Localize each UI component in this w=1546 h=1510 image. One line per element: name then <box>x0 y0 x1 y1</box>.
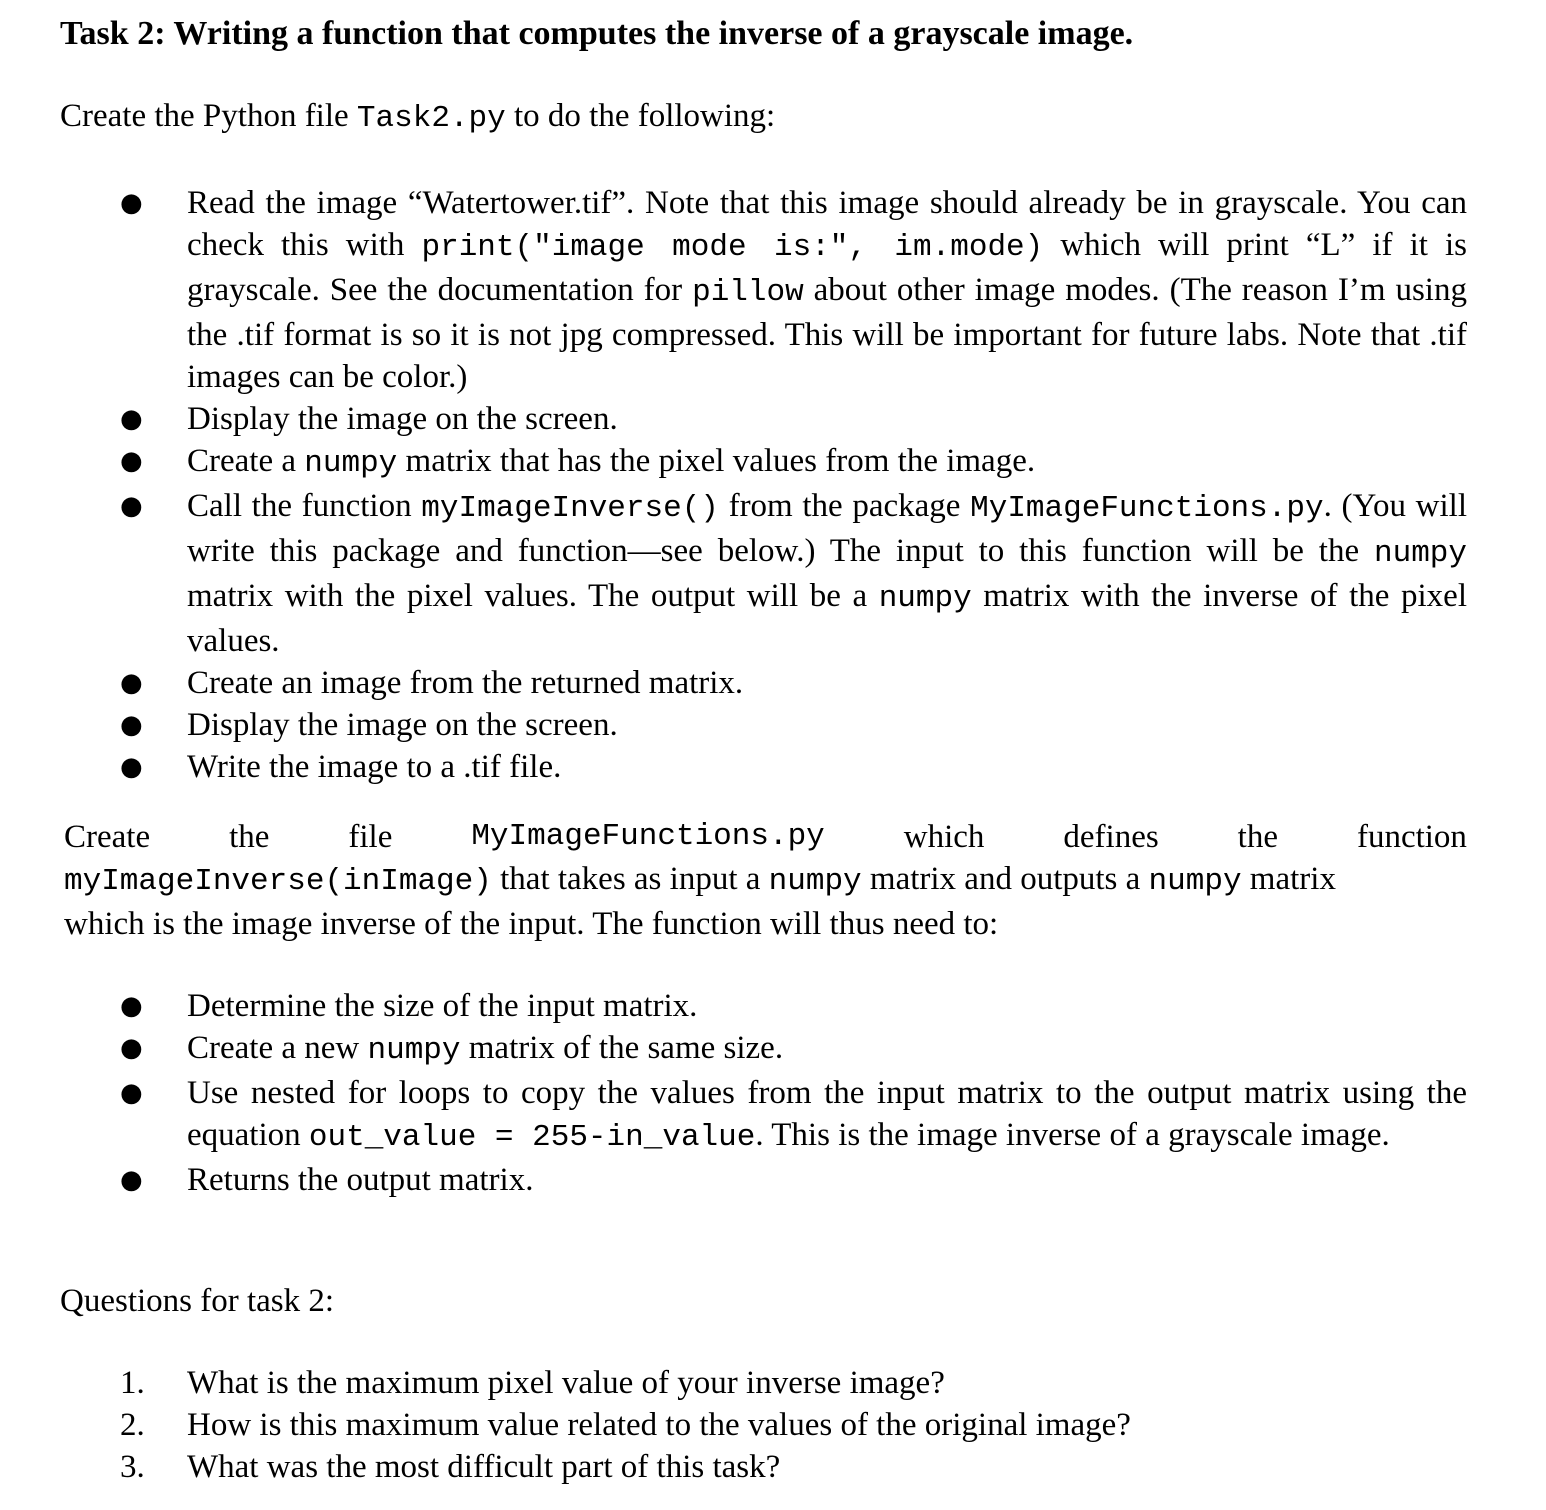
functions-paragraph <box>64 816 1467 945</box>
inline-code: MyImageFunctions.py <box>471 819 825 854</box>
list-item: ● Display the image on the screen. <box>0 398 1467 440</box>
list-item: 1. What is the maximum pixel value of your inverse image? <box>0 1362 1467 1404</box>
bullet-icon: ● <box>120 491 143 521</box>
inline-code: numpy <box>1148 864 1242 899</box>
inline-code: MyImageFunctions.py <box>970 491 1324 526</box>
list-item: ● Create a numpy matrix that has the pixel values from the image. <box>0 440 1467 485</box>
inline-code: numpy <box>878 581 972 616</box>
inline-code: print("image mode is:", im.mode) <box>421 230 1044 265</box>
list-item: ● Display the image on the screen. <box>0 704 1467 746</box>
list-item: ● Create a new numpy matrix of the same size. <box>0 1027 1467 1072</box>
intro-paragraph <box>60 95 775 140</box>
intro-filename: Task2.py <box>356 101 506 136</box>
bullet-icon: ● <box>120 404 143 434</box>
list-item: ● Read the image “Watertower.tif”. Note that this image should already be in grayscale. You can check this with print("image mode is:", im.mode) which will print “L” if it is grayscale. See the documentation for pillow about other image modes. (The reason I’m using the .tif format is so it is not jpg compressed. This will be important for future labs. Note that .tif images can be color.) <box>0 182 1467 398</box>
inline-code: numpy <box>1373 536 1467 571</box>
list-item: 3. What was the most difficult part of this task? <box>0 1446 1467 1488</box>
bullet-icon: ● <box>120 710 143 740</box>
inline-code: pillow <box>692 275 804 310</box>
inline-code: out_value = 255-in_value <box>308 1120 756 1155</box>
function-steps-list <box>0 985 1467 1201</box>
inline-code: myImageInverse(inImage) <box>64 864 492 899</box>
functions-line-1: Create the file MyImageFunctions.py which defines the function <box>64 816 1467 858</box>
list-item: ● Use nested for loops to copy the values from the input matrix to the output matrix using the equation out_value = 255-in_value. This is the image inverse of a grayscale image. <box>0 1072 1467 1159</box>
list-item: ● Create an image from the returned matrix. <box>0 662 1467 704</box>
bullet-icon: ● <box>120 668 143 698</box>
bullet-icon: ● <box>120 991 143 1021</box>
bullet-icon: ● <box>120 1033 143 1063</box>
question-number: 3. <box>120 1449 145 1485</box>
list-item: ● Returns the output matrix. <box>0 1159 1467 1201</box>
bullet-icon: ● <box>120 446 143 476</box>
functions-line-2: myImageInverse(inImage) that takes as input a numpy matrix and outputs a numpy matrix <box>64 861 1336 899</box>
functions-line-3: which is the image inverse of the input. The function will thus need to: <box>64 906 999 942</box>
inline-code: numpy <box>768 864 862 899</box>
intro-text-post: to do the following: <box>505 98 776 134</box>
inline-code: numpy <box>367 1033 461 1068</box>
question-number: 2. <box>120 1407 145 1443</box>
list-item: ● Write the image to a .tif file. <box>0 746 1467 788</box>
inline-code: numpy <box>304 446 398 481</box>
bullet-icon: ● <box>120 188 143 218</box>
inline-code: myImageInverse() <box>421 491 719 526</box>
list-item: ● Determine the size of the input matrix. <box>0 985 1467 1027</box>
question-number: 1. <box>120 1365 145 1401</box>
task-title: Task 2: Writing a function that computes the inverse of a grayscale image. <box>60 15 1134 52</box>
bullet-icon: ● <box>120 1078 143 1108</box>
list-item: ● Call the function myImageInverse() from the package MyImageFunctions.py. (You will write this package and function—see below.) The input to this function will be the numpy matrix with the pixel values. The output will be a numpy matrix with the inverse of the pixel values. <box>0 485 1467 662</box>
task-steps-list <box>0 182 1467 788</box>
bullet-icon: ● <box>120 1165 143 1195</box>
questions-list <box>0 1362 1467 1488</box>
list-item: 2. How is this maximum value related to the values of the original image? <box>0 1404 1467 1446</box>
intro-text-pre: Create the Python file <box>60 98 357 134</box>
bullet-icon: ● <box>120 752 143 782</box>
questions-heading: Questions for task 2: <box>60 1283 335 1319</box>
